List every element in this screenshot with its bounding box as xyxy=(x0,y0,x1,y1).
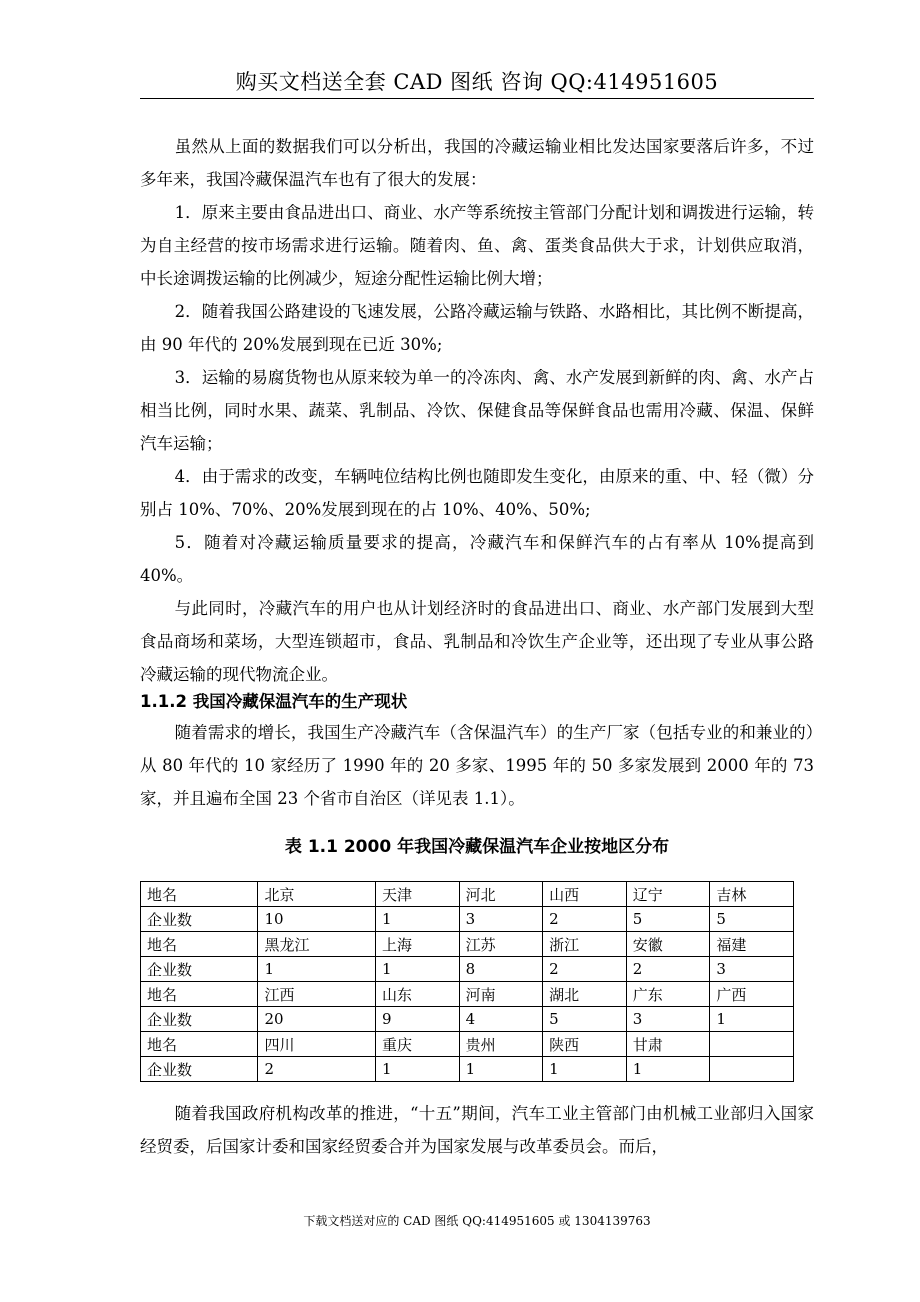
header-divider xyxy=(140,98,814,99)
table-cell: 黑龙江 xyxy=(258,932,375,957)
table-cell: 甘肃 xyxy=(626,1032,710,1057)
table-cell: 辽宁 xyxy=(626,882,710,907)
section-heading: 1.1.2 我国冷藏保温汽车的生产现状 xyxy=(140,692,408,711)
table-row-label: 企业数 xyxy=(141,1057,258,1082)
table-cell: 2 xyxy=(543,907,627,932)
table-row-label: 企业数 xyxy=(141,907,258,932)
table-row-label: 地名 xyxy=(141,1032,258,1057)
table-cell: 湖北 xyxy=(543,982,627,1007)
table-cell: 广东 xyxy=(626,982,710,1007)
table-cell: 上海 xyxy=(375,932,459,957)
paragraph: 5．随着对冷藏运输质量要求的提高，冷藏汽车和保鲜汽车的占有率从 10%提高到 40%。 xyxy=(140,533,814,585)
table-cell: 3 xyxy=(626,1007,710,1032)
table-cell: 1 xyxy=(375,1057,459,1082)
table-cell: 河北 xyxy=(459,882,543,907)
table-cell: 2 xyxy=(626,957,710,982)
table-cell: 四川 xyxy=(258,1032,375,1057)
table-cell: 1 xyxy=(710,1007,794,1032)
table-cell: 山西 xyxy=(543,882,627,907)
table-cell: 江苏 xyxy=(459,932,543,957)
table-cell: 贵州 xyxy=(459,1032,543,1057)
table-row xyxy=(141,907,794,932)
table-cell: 山东 xyxy=(375,982,459,1007)
table-cell: 江西 xyxy=(258,982,375,1007)
table-cell: 吉林 xyxy=(710,882,794,907)
table-cell: 1 xyxy=(375,907,459,932)
table-row xyxy=(141,1032,794,1057)
table-cell: 1 xyxy=(543,1057,627,1082)
paragraph: 随着需求的增长，我国生产冷藏汽车（含保温汽车）的生产厂家（包括专业的和兼业的）从 80 年代的 10 家经历了 1990 年的 20 多家、1995 年的 50 多家发展到 2000 年的 73 家，并且遍布全国 23 个省市自治区（详见表 1.1）。 xyxy=(140,723,814,808)
table-row-label: 地名 xyxy=(141,882,258,907)
body-text-bottom xyxy=(140,1097,814,1163)
paragraph: 3．运输的易腐货物也从原来较为单一的冷冻肉、禽、水产发展到新鲜的肉、禽、水产占相当比例，同时水果、蔬菜、乳制品、冷饮、保健食品等保鲜食品也需用冷藏、保温、保鲜汽车运输； xyxy=(140,368,814,453)
table-row xyxy=(141,1057,794,1082)
table-cell: 浙江 xyxy=(543,932,627,957)
table-cell: 北京 xyxy=(258,882,375,907)
paragraph: 虽然从上面的数据我们可以分析出，我国的冷藏运输业相比发达国家要落后许多，不过多年来，我国冷藏保温汽车也有了很大的发展： xyxy=(140,137,814,189)
table-cell xyxy=(710,1057,794,1082)
table-cell: 10 xyxy=(258,907,375,932)
table-cell: 陕西 xyxy=(543,1032,627,1057)
table-row-label: 企业数 xyxy=(141,1007,258,1032)
table-cell: 1 xyxy=(258,957,375,982)
table-cell: 5 xyxy=(626,907,710,932)
table-cell: 3 xyxy=(710,957,794,982)
table-row-label: 地名 xyxy=(141,932,258,957)
table-row-label: 企业数 xyxy=(141,957,258,982)
table-row-label: 地名 xyxy=(141,982,258,1007)
table-cell: 重庆 xyxy=(375,1032,459,1057)
table-cell: 2 xyxy=(258,1057,375,1082)
table-cell: 1 xyxy=(375,957,459,982)
table-cell: 4 xyxy=(459,1007,543,1032)
table-row xyxy=(141,957,794,982)
table-cell: 安徽 xyxy=(626,932,710,957)
table-cell: 5 xyxy=(543,1007,627,1032)
table-cell: 20 xyxy=(258,1007,375,1032)
table-row xyxy=(141,982,794,1007)
body-text-mid xyxy=(140,716,814,815)
table-cell: 2 xyxy=(543,957,627,982)
paragraph: 4．由于需求的改变，车辆吨位结构比例也随即发生变化，由原来的重、中、轻（微）分别占 10%、70%、20%发展到现在的占 10%、40%、50%; xyxy=(140,467,814,519)
table-caption: 表 1.1 2000 年我国冷藏保温汽车企业按地区分布 xyxy=(284,837,670,857)
table-cell: 9 xyxy=(375,1007,459,1032)
table-cell: 1 xyxy=(459,1057,543,1082)
table-cell: 福建 xyxy=(710,932,794,957)
table-cell: 天津 xyxy=(375,882,459,907)
body-text-top xyxy=(140,130,814,691)
region-distribution-table xyxy=(140,881,794,1082)
table-cell: 5 xyxy=(710,907,794,932)
table-row xyxy=(141,932,794,957)
paragraph: 与此同时，冷藏汽车的用户也从计划经济时的食品进出口、商业、水产部门发展到大型食品商场和菜场，大型连锁超市，食品、乳制品和冷饮生产企业等，还出现了专业从事公路冷藏运输的现代物流企业。 xyxy=(140,599,814,684)
paragraph: 2．随着我国公路建设的飞速发展，公路冷藏运输与铁路、水路相比，其比例不断提高，由 90 年代的 20%发展到现在已近 30%; xyxy=(140,302,814,354)
table-row xyxy=(141,1007,794,1032)
table-cell: 3 xyxy=(459,907,543,932)
table-cell: 河南 xyxy=(459,982,543,1007)
table-cell: 广西 xyxy=(710,982,794,1007)
paragraph: 1．原来主要由食品进出口、商业、水产等系统按主管部门分配计划和调拨进行运输，转为自主经营的按市场需求进行运输。随着肉、鱼、禽、蛋类食品供大于求，计划供应取消，中长途调拨运输的比例减少，短途分配性运输比例大增； xyxy=(140,203,814,288)
table-row xyxy=(141,882,794,907)
page-header: 购买文档送全套 CAD 图纸 咨询 QQ:414951605 xyxy=(235,70,719,94)
table-cell: 8 xyxy=(459,957,543,982)
table-cell xyxy=(710,1032,794,1057)
page-footer: 下载文档送对应的 CAD 图纸 QQ:414951605 或 1304139763 xyxy=(303,1214,651,1228)
paragraph: 随着我国政府机构改革的推进，“十五”期间，汽车工业主管部门由机械工业部归入国家经贸委，后国家计委和国家经贸委合并为国家发展与改革委员会。而后， xyxy=(140,1104,814,1156)
table-cell: 1 xyxy=(626,1057,710,1082)
